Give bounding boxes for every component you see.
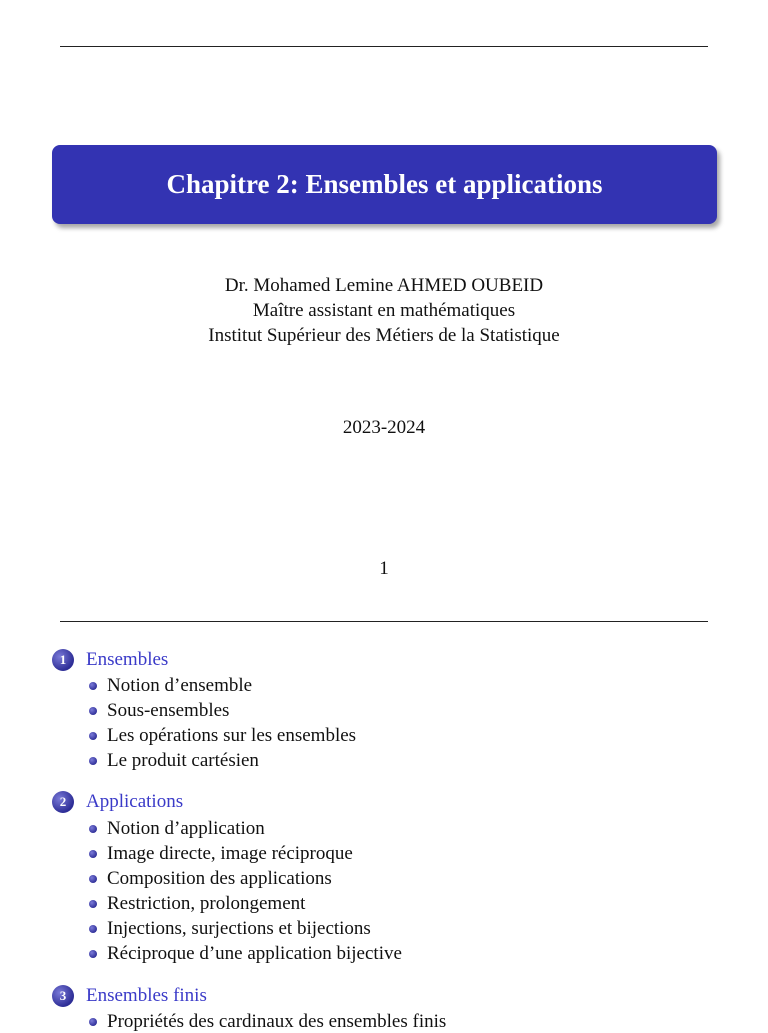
author-institution: Institut Supérieur des Métiers de la Statistique [208,325,560,346]
outline-item-label: Injections, surjections et bijections [107,918,371,939]
outline-item-label: Propriétés des cardinaux des ensembles finis [107,1011,447,1032]
author-name: Dr. Mohamed Lemine AHMED OUBEID [224,275,544,296]
section-number-badge: 2 [52,791,74,813]
section-number-badge: 3 [52,985,74,1007]
section-label: Ensembles finis [86,985,207,1006]
outline-section-ensembles-finis[interactable] [52,985,207,1007]
outline-item-label: Restriction, prolongement [107,893,306,914]
bullet-icon [89,950,97,958]
bullet-icon [89,900,97,908]
author-position: Maître assistant en mathématiques [252,300,516,321]
slide-title: Chapitre 2: Ensembles et applications [166,169,603,199]
outline-item-label: Image directe, image réciproque [107,843,353,864]
outline-item[interactable] [89,943,402,965]
outline-item-label: Les opérations sur les ensembles [107,725,357,746]
bullet-icon [89,825,97,833]
bullet-icon [89,732,97,740]
page-number: 1 [379,558,389,579]
bullet-icon [89,682,97,690]
outline-item[interactable] [89,893,305,915]
outline-item[interactable] [89,843,353,865]
outline-item-label: Le produit cartésien [107,750,259,771]
outline-item-label: Sous-ensembles [107,700,230,721]
outline-item-label: Composition des applications [107,868,332,889]
section-number-badge: 1 [52,649,74,671]
outline-item[interactable] [89,675,252,697]
outline [52,0,752,1032]
academic-year: 2023-2024 [342,417,426,438]
outline-item[interactable] [89,918,371,940]
outline-item-label: Réciproque d’une application bijective [107,943,402,964]
bullet-icon [89,757,97,765]
outline-item[interactable] [89,700,229,722]
outline-item[interactable] [89,725,356,747]
outline-section-applications[interactable] [52,791,183,813]
bullet-icon [89,925,97,933]
outline-item[interactable] [89,750,259,772]
outline-item[interactable] [89,868,332,890]
bullet-icon [89,1018,97,1026]
outline-item-label: Notion d’application [107,818,265,839]
outline-section-ensembles[interactable] [52,649,168,671]
bullet-icon [89,875,97,883]
section-label: Applications [86,791,184,812]
bullet-icon [89,707,97,715]
outline-item[interactable] [89,1011,446,1033]
bullet-icon [89,850,97,858]
outline-item[interactable] [89,818,265,840]
section-label: Ensembles [86,649,169,670]
outline-item-label: Notion d’ensemble [107,675,253,696]
